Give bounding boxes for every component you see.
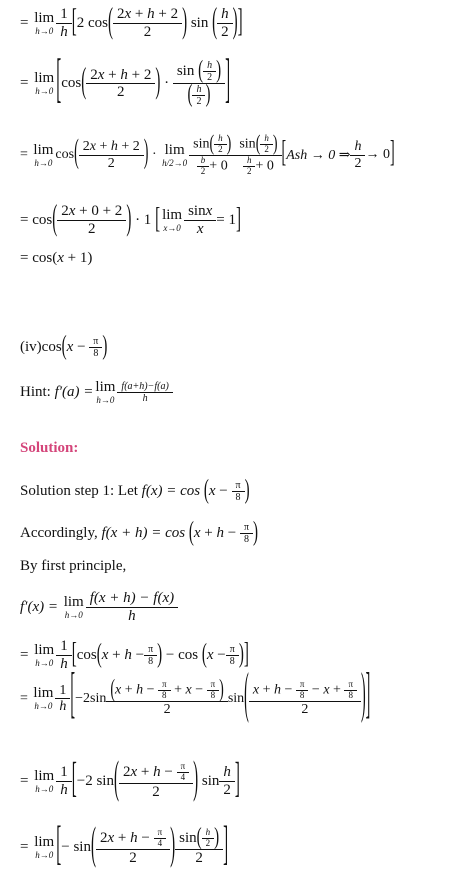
solution-heading: Solution:	[20, 440, 79, 456]
hint-line: Hint: f′(a) = lim h→0 f(a+h)−f(a) h	[20, 380, 173, 405]
expansion-line-2: = lim h→0 1 h [ −2sin (x + h − $\frac{\pi}{8}$ + x − $\frac{\pi}{8}$ ) 2 sin ( x + h − $\frac{\pi}{8}$ − x + $\frac{\pi}{8}$ 2 ) ]	[20, 666, 371, 727]
limit-operator: lim h→0	[34, 9, 55, 36]
expansion-line-4: = lim h→0 [ − sin ( 2x + h − $\frac{\pi}{4}$ 2 ) sin( $\frac{h}{2}$ ) 2 ]	[20, 819, 229, 872]
part-iv-heading: (iv)cos ( x − $\frac{\pi}{8}$ )	[20, 332, 108, 361]
derivation-line-1: = lim h→0 1 h [ 2 cos ( 2x + h + 2 2 ) sin ( h 2 ) ]	[20, 2, 243, 41]
derivative-definition: f′(x) = lim h→0 f(x + h) − f(x) h	[20, 590, 178, 624]
expansion-line-1: = lim h→0 1 h [ cos ( x + h − π 8 ) − cos ( x − π 8 ) ]	[20, 638, 249, 672]
derivation-line-5: = cos(x + 1)	[20, 250, 93, 266]
derivation-line-3: = lim h→0 cos ( 2x + h + 2 2 ) · lim h/2→0 sin( $\frac{h}{2}$ ) $\frac{b}{2}$ + 0 sin( $\frac{h}{2}$ ) $\frac{h}{2}$ + 0 [ Ash → 0 ⇒ h 2 → 0 ]	[20, 131, 395, 176]
solution-step-1: Solution step 1: Let f(x) = cos ( x − $\frac{\pi}{8}$ )	[20, 476, 250, 505]
expansion-line-3: = lim h→0 1 h [ −2 sin ( 2x + h − $\frac{\pi}{4}$ 2 ) sin h 2 ]	[20, 755, 240, 804]
derivation-line-4: = cos ( 2x + 0 + 2 2 ) · 1 [ lim x→0 $\frac{\sin x}{x}$ = 1 ]	[20, 199, 241, 238]
first-principle-text: By first principle,	[20, 558, 127, 574]
accordingly-line: Accordingly, f(x + h) = cos ( x + h − $\frac{\pi}{8}$ )	[20, 518, 258, 547]
derivation-line-2: = lim h→0 [ cos ( 2x + h + 2 2 ) · sin ( $\frac{h}{2}$ ) ( $\frac{h}{2}$ ) ]	[20, 52, 231, 111]
